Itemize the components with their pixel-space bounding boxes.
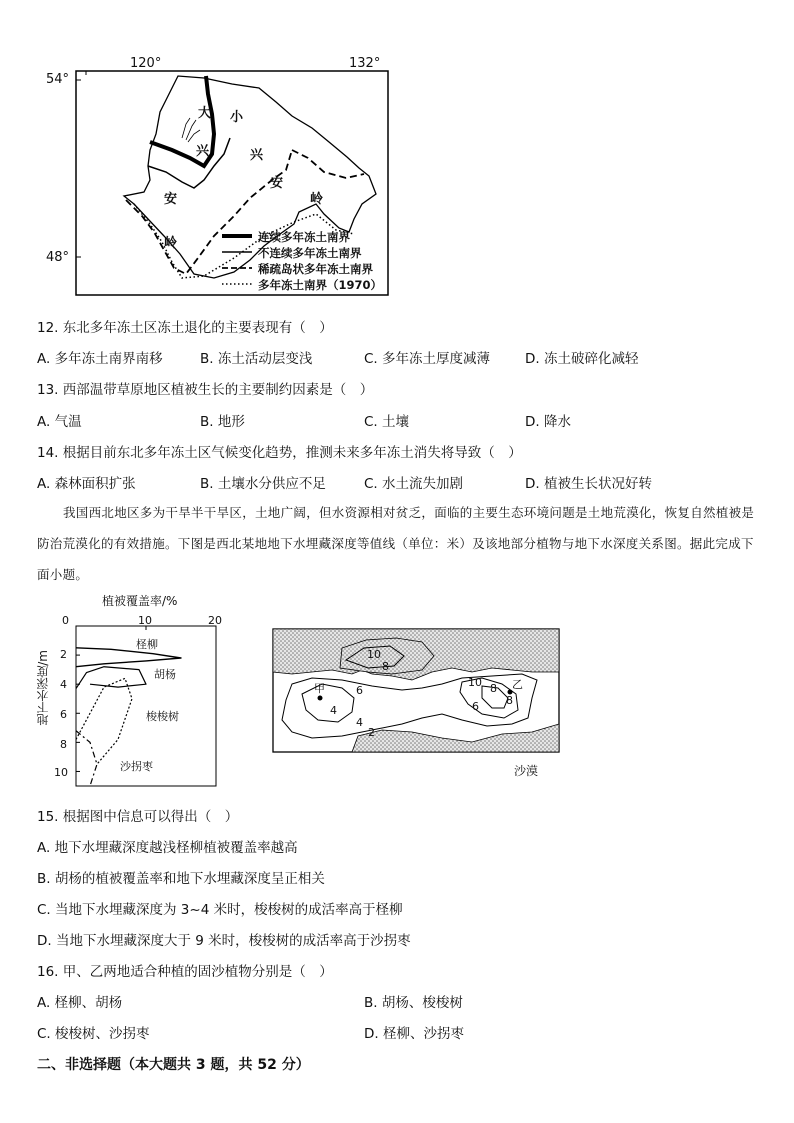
char-an: 安 <box>164 192 178 207</box>
chart-title: 植被覆盖率/% <box>102 594 178 608</box>
lon-120-label: 120° <box>130 56 162 71</box>
series-line-huyang <box>76 667 146 689</box>
series-label-chengliu: 柽柳 <box>136 638 158 651</box>
y-tick-2: 2 <box>60 648 67 661</box>
groundwater-map <box>272 628 562 788</box>
location-jia: 甲 <box>314 682 325 695</box>
contour-4-bottom: 4 <box>356 716 363 729</box>
section-2-heading: 二、非选择题（本大题共 3 题，共 52 分） <box>37 1057 310 1073</box>
lon-132-label: 132° <box>349 56 381 71</box>
q13-option-b[interactable]: B. 地形 <box>200 414 245 430</box>
desert-legend-label: 沙漠 <box>514 764 539 778</box>
q12-option-d[interactable]: D. 冻土破碎化减轻 <box>525 351 639 367</box>
q12-option-b[interactable]: B. 冻土活动层变浅 <box>200 351 313 367</box>
y-axis-label: 地下水深度/m <box>36 650 50 726</box>
q16-option-a[interactable]: A. 柽柳、胡杨 <box>37 995 123 1011</box>
q13-option-d[interactable]: D. 降水 <box>525 414 571 430</box>
series-label-shaguaizao: 沙拐枣 <box>120 760 153 773</box>
y-tick-4: 4 <box>60 678 67 691</box>
char-da: 大 <box>198 106 212 121</box>
contour-4-left: 4 <box>330 704 337 717</box>
contour-2-bottom: 2 <box>368 726 375 739</box>
q14-option-b[interactable]: B. 土壤水分供应不足 <box>200 476 326 492</box>
q15-stem: 15. 根据图中信息可以得出（ ） <box>37 809 239 825</box>
legend-1970: 多年冻土南界（1970） <box>258 278 383 292</box>
series-line-chengliu <box>76 648 181 667</box>
q13-option-a[interactable]: A. 气温 <box>37 414 82 430</box>
x-tick-0: 0 <box>62 614 69 627</box>
char-ling2: 岭 <box>310 192 324 207</box>
q14-option-d[interactable]: D. 植被生长状况好转 <box>525 476 652 492</box>
legend-continuous: 连续多年冻土南界 <box>258 230 350 244</box>
q16-option-c[interactable]: C. 梭梭树、沙拐枣 <box>37 1026 150 1042</box>
char-xiao: 小 <box>230 110 244 125</box>
q13-option-c[interactable]: C. 土壤 <box>364 414 410 430</box>
q14-option-a[interactable]: A. 森林面积扩张 <box>37 476 136 492</box>
q12-option-c[interactable]: C. 多年冻土厚度减薄 <box>364 351 491 367</box>
series-label-huyang: 胡杨 <box>154 668 176 681</box>
series-line-suosuo <box>76 678 132 764</box>
q13-stem: 13. 西部温带草原地区植被生长的主要制约因素是（ ） <box>37 382 374 398</box>
legend-sparse: 稀疏岛状多年冻土南界 <box>258 262 373 276</box>
contour-8-top: 8 <box>382 660 389 673</box>
y-tick-10: 10 <box>54 766 68 779</box>
series-line-shaguaizao <box>76 731 97 786</box>
char-xing2: 兴 <box>250 148 264 163</box>
q16-option-b[interactable]: B. 胡杨、梭梭树 <box>364 995 463 1011</box>
q16-option-d[interactable]: D. 柽柳、沙拐枣 <box>364 1026 464 1042</box>
lat-48-label: 48° <box>46 250 70 265</box>
q15-option-a[interactable]: A. 地下水埋藏深度越浅柽柳植被覆盖率越高 <box>37 840 298 856</box>
contour-6-right: 6 <box>472 700 479 713</box>
q15-option-b[interactable]: B. 胡杨的植被覆盖率和地下水埋藏深度呈正相关 <box>37 871 325 887</box>
lat-54-label: 54° <box>46 72 70 87</box>
char-an2: 安 <box>270 176 284 191</box>
x-tick-20: 20 <box>208 614 222 627</box>
q16-stem: 16. 甲、乙两地适合种植的固沙植物分别是（ ） <box>37 964 333 980</box>
y-tick-8: 8 <box>60 738 67 751</box>
q15-option-d[interactable]: D. 当地下水埋藏深度大于 9 米时，梭梭树的成活率高于沙拐枣 <box>37 933 411 949</box>
legend-discontinuous: 不连续多年冻土南界 <box>258 246 362 260</box>
char-ling: 岭 <box>164 236 178 251</box>
q15-option-c[interactable]: C. 当地下水埋藏深度为 3~4 米时，梭梭树的成活率高于柽柳 <box>37 902 403 918</box>
location-yi: 乙 <box>512 678 523 691</box>
x-tick-10: 10 <box>138 614 152 627</box>
q14-stem: 14. 根据目前东北多年冻土区气候变化趋势，推测未来多年冻土消失将导致（ ） <box>37 445 522 461</box>
contour-8-right: 8 <box>490 682 497 695</box>
q14-option-c[interactable]: C. 水土流失加剧 <box>364 476 464 492</box>
vegetation-chart <box>36 590 232 790</box>
permafrost-map <box>46 54 394 300</box>
contour-10-top: 10 <box>367 648 381 661</box>
char-xing: 兴 <box>196 144 210 159</box>
contour-10-right: 10 <box>468 676 482 689</box>
series-label-suosuo: 梭梭树 <box>146 710 179 723</box>
y-tick-6: 6 <box>60 708 67 721</box>
passage: 我国西北地区多为干旱半干旱区，土地广阔，但水资源相对贫乏，面临的主要生态环境问题是土地荒漠化，恢复自然植被是防治荒漠化的有效措施。下图是西北某地地下水埋藏深度等值线（单位：米）及该地部分植物与地下水深度关系图。据此完成下面小题。 <box>37 505 755 582</box>
q12-stem: 12. 东北多年冻土区冻土退化的主要表现有（ ） <box>37 320 333 336</box>
q12-option-a[interactable]: A. 多年冻土南界南移 <box>37 351 163 367</box>
contour-8-yi: 8 <box>506 694 513 707</box>
contour-6-left: 6 <box>356 684 363 697</box>
